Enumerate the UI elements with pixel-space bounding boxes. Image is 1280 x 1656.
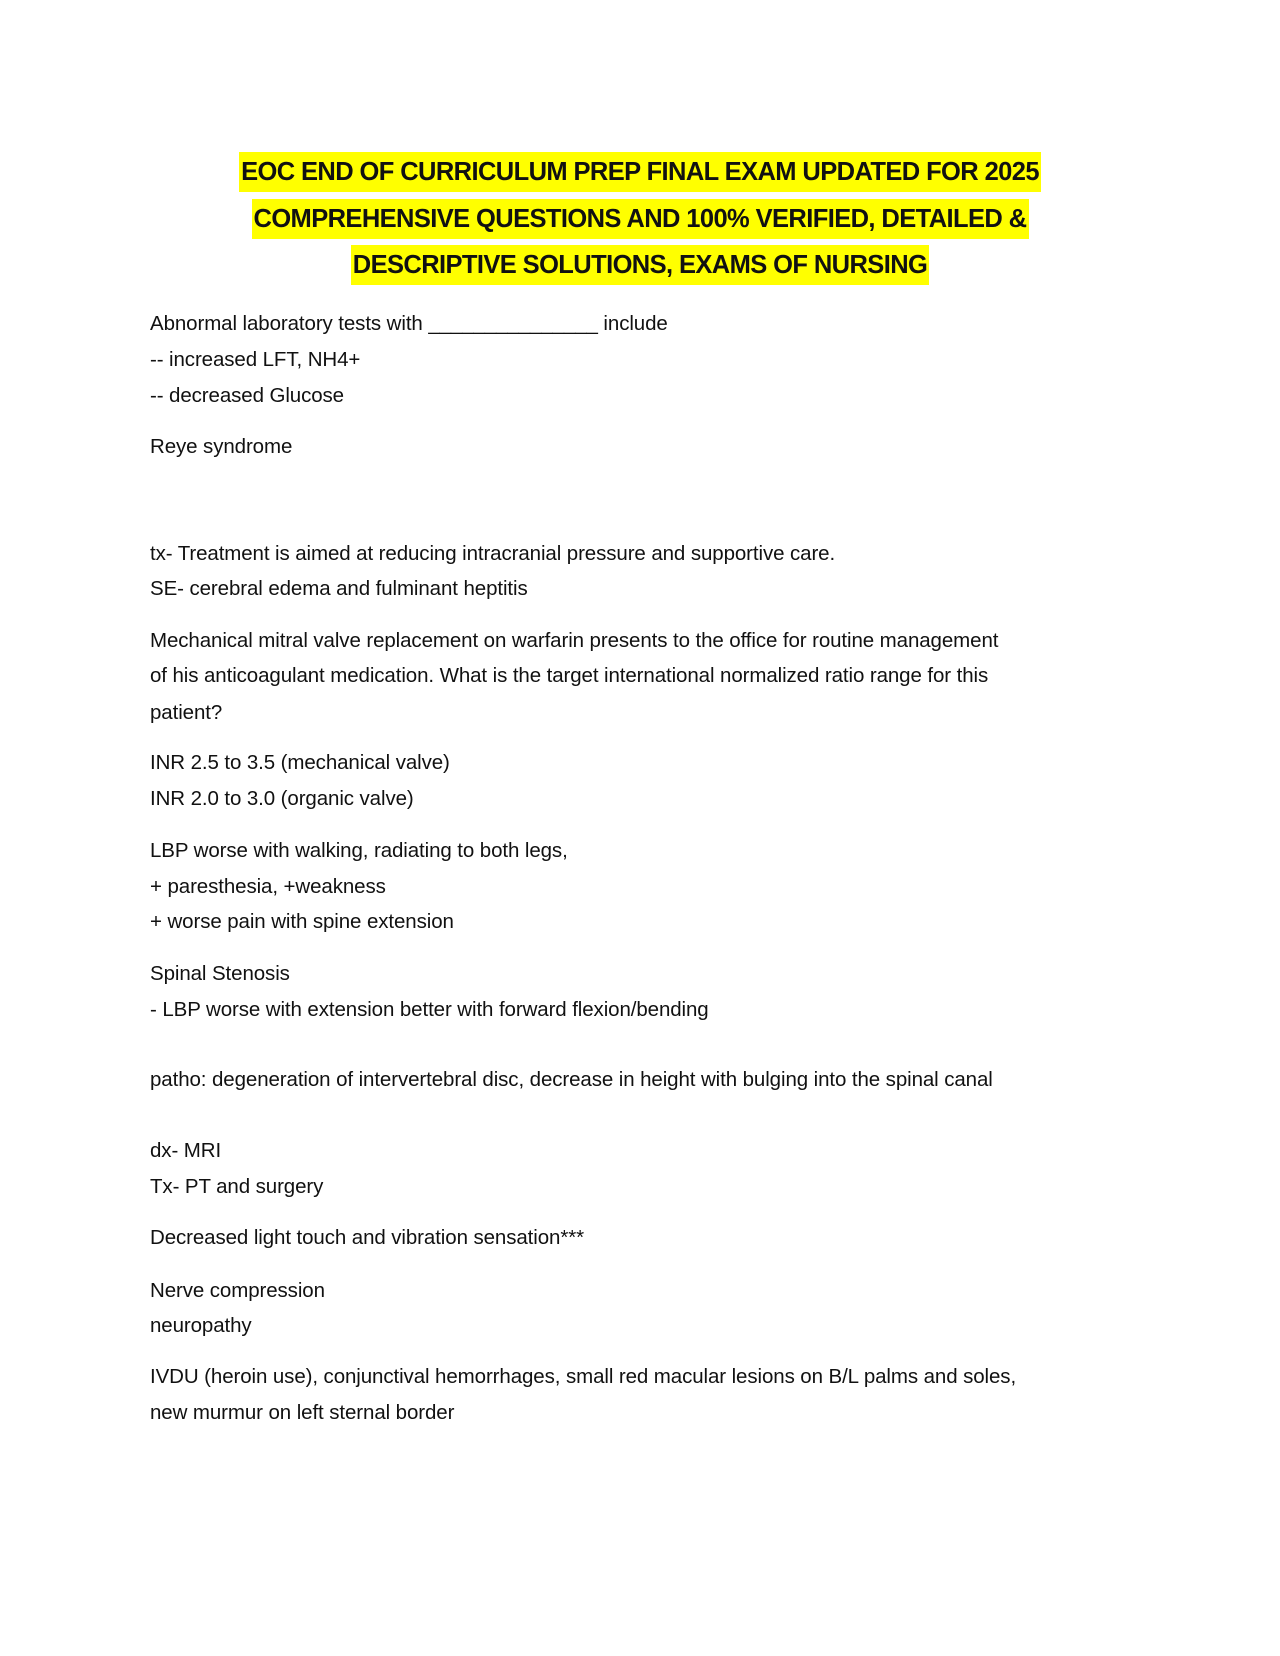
answer-line: Nerve compression [150, 1279, 325, 1302]
title-text: EOC END OF CURRICULUM PREP FINAL EXAM UPDATED FOR 2025 [239, 152, 1041, 192]
answer-line: Reye syndrome [150, 435, 293, 458]
question-line: Abnormal laboratory tests with _______________ include [150, 312, 668, 335]
question-line: of his anticoagulant medication. What is the target international normalized ratio range for this [150, 664, 989, 687]
question-line: LBP worse with walking, radiating to both legs, [150, 839, 568, 862]
answer-line: neuropathy [150, 1314, 252, 1337]
question-line: + worse pain with spine extension [150, 910, 454, 933]
question-line: Decreased light touch and vibration sensation*** [150, 1226, 584, 1249]
answer-line: INR 2.5 to 3.5 (mechanical valve) [150, 751, 450, 774]
document-title-line-2 [0, 205, 1280, 234]
question-line: new murmur on left sternal border [150, 1401, 455, 1424]
answer-line: SE- cerebral edema and fulminant heptitis [150, 577, 528, 600]
question-line: + paresthesia, +weakness [150, 875, 386, 898]
answer-line: tx- Treatment is aimed at reducing intracranial pressure and supportive care. [150, 542, 836, 565]
answer-line: dx- MRI [150, 1139, 222, 1162]
document-title-line-3 [0, 251, 1280, 280]
question-line: IVDU (heroin use), conjunctival hemorrhages, small red macular lesions on B/L palms and soles, [150, 1365, 1017, 1388]
answer-line: INR 2.0 to 3.0 (organic valve) [150, 787, 414, 810]
answer-line: Spinal Stenosis [150, 962, 290, 985]
title-text: DESCRIPTIVE SOLUTIONS, EXAMS OF NURSING [351, 245, 930, 285]
question-line: Mechanical mitral valve replacement on warfarin presents to the office for routine management [150, 629, 999, 652]
document-title-line-1 [0, 158, 1280, 187]
title-text: COMPREHENSIVE QUESTIONS AND 100% VERIFIED, DETAILED & [252, 199, 1029, 239]
answer-line: Tx- PT and surgery [150, 1175, 324, 1198]
question-line: -- decreased Glucose [150, 384, 344, 407]
answer-line: - LBP worse with extension better with forward flexion/bending [150, 998, 709, 1021]
question-line: patient? [150, 701, 223, 724]
question-line: -- increased LFT, NH4+ [150, 348, 361, 371]
answer-line: patho: degeneration of intervertebral disc, decrease in height with bulging into the spinal canal [150, 1068, 993, 1091]
